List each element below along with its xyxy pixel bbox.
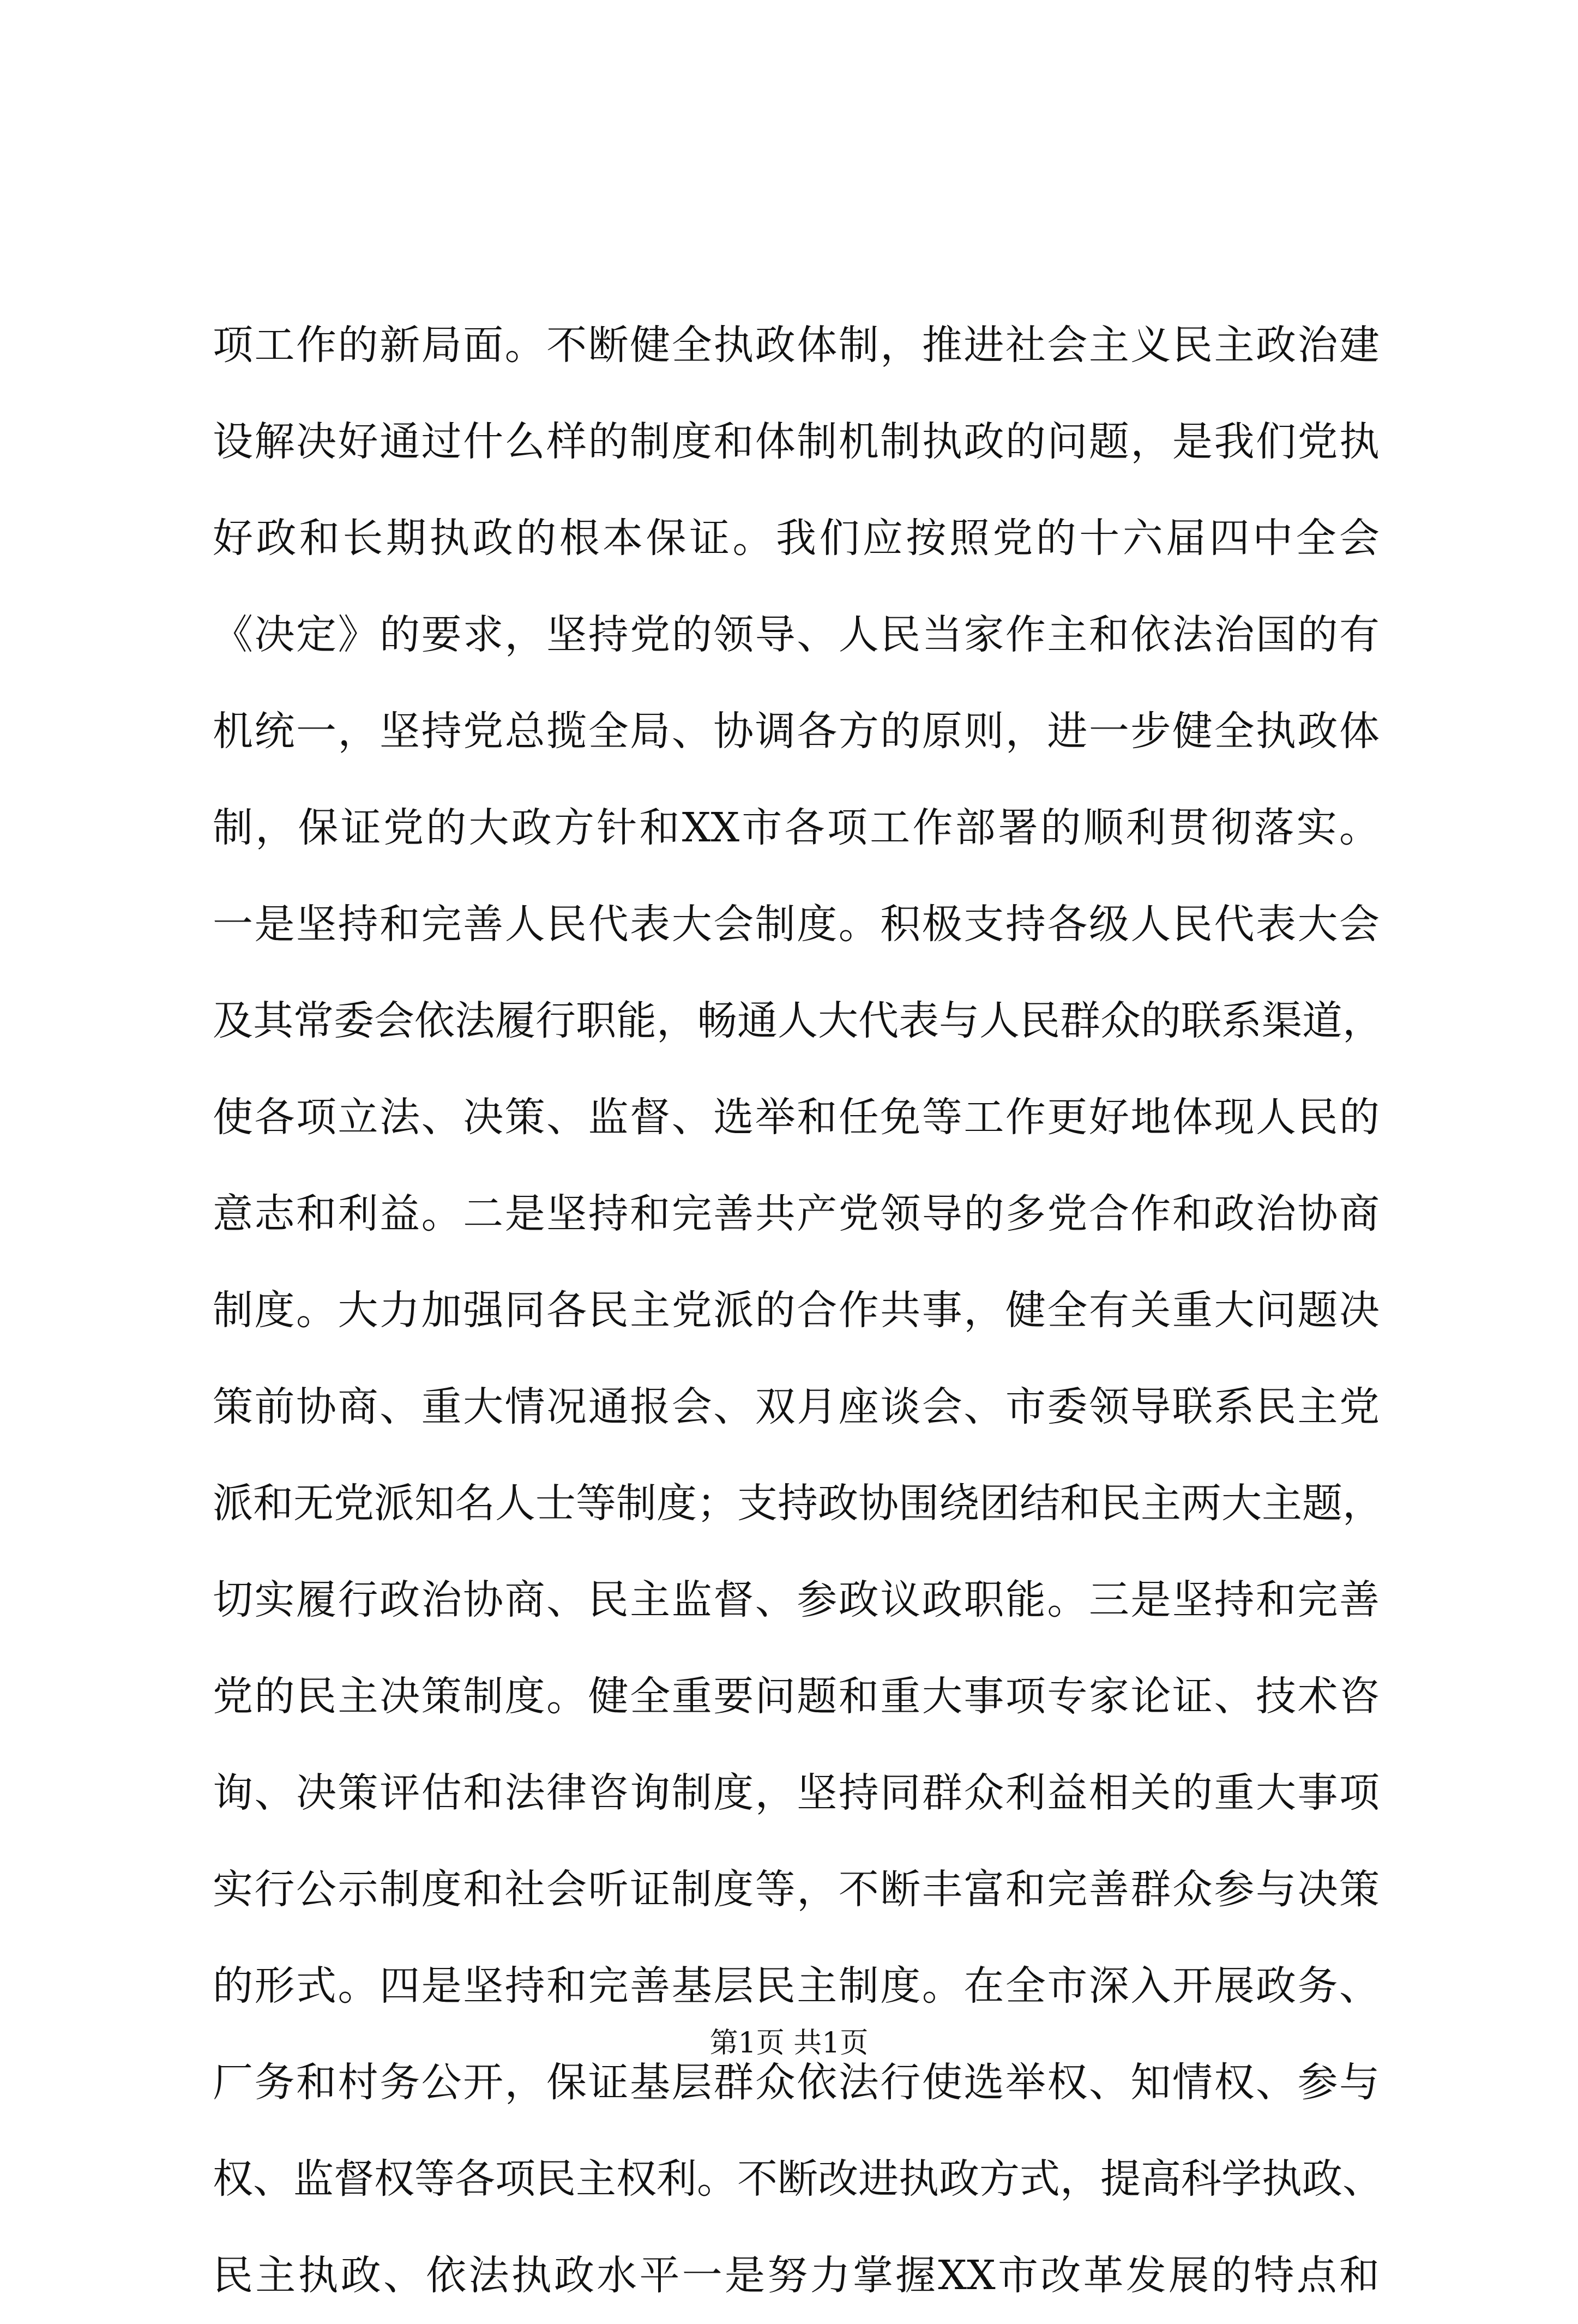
text-line-6: 制，保证党的大政方针和XX市各项工作部署的顺利贯彻落实。 — [213, 804, 1380, 851]
text-line-16: 询、决策评估和法律咨询制度，坚持同群众利益相关的重大事项 — [213, 1769, 1380, 1816]
page-footer — [0, 2024, 1578, 2062]
text-line-14: 切实履行政治协商、民主监督、参政议政职能。三是坚持和完善 — [213, 1576, 1380, 1623]
text-line-4: 《决定》的要求，坚持党的领导、人民当家作主和依法治国的有 — [213, 611, 1380, 658]
text-line-7: 一是坚持和完善人民代表大会制度。积极支持各级人民代表大会 — [213, 901, 1380, 948]
text-line-18: 的形式。四是坚持和完善基层民主制度。在全市深入开展政务、 — [213, 1962, 1380, 2009]
text-line-12: 策前协商、重大情况通报会、双月座谈会、市委领导联系民主党 — [213, 1383, 1380, 1430]
text-line-3: 好政和长期执政的根本保证。我们应按照党的十六届四中全会 — [213, 515, 1380, 562]
body-text — [213, 297, 1383, 2324]
text-line-2: 设解决好通过什么样的制度和体制机制执政的问题，是我们党执 — [213, 418, 1380, 465]
text-line-9: 使各项立法、决策、监督、选举和任免等工作更好地体现人民的 — [213, 1094, 1380, 1141]
text-line-17: 实行公示制度和社会听证制度等，不断丰富和完善群众参与决策 — [213, 1866, 1380, 1913]
text-line-13: 派和无党派知名人士等制度；支持政协围绕团结和民主两大主题， — [213, 1480, 1383, 1527]
text-line-11: 制度。大力加强同各民主党派的合作共事，健全有关重大问题决 — [213, 1287, 1380, 1334]
text-line-1: 项工作的新局面。不断健全执政体制，推进社会主义民主政治建 — [213, 322, 1380, 369]
page-number-label: 第1页 共1页 — [709, 2027, 869, 2060]
text-line-5: 机统一，坚持党总揽全局、协调各方的原则，进一步健全执政体 — [213, 708, 1380, 755]
text-line-20: 权、监督权等各项民主权利。不断改进执政方式，提高科学执政、 — [213, 2156, 1383, 2202]
text-line-21: 民主执政、依法执政水平一是努力掌握XX市改革发展的特点和 — [213, 2252, 1380, 2299]
text-line-15: 党的民主决策制度。健全重要问题和重大事项专家论证、技术咨 — [213, 1673, 1380, 1720]
text-line-19: 厂务和村务公开，保证基层群众依法行使选举权、知情权、参与 — [213, 2059, 1380, 2106]
text-line-10: 意志和利益。二是坚持和完善共产党领导的多党合作和政治协商 — [213, 1190, 1380, 1237]
text-line-8: 及其常委会依法履行职能，畅通人大代表与人民群众的联系渠道， — [213, 997, 1383, 1044]
